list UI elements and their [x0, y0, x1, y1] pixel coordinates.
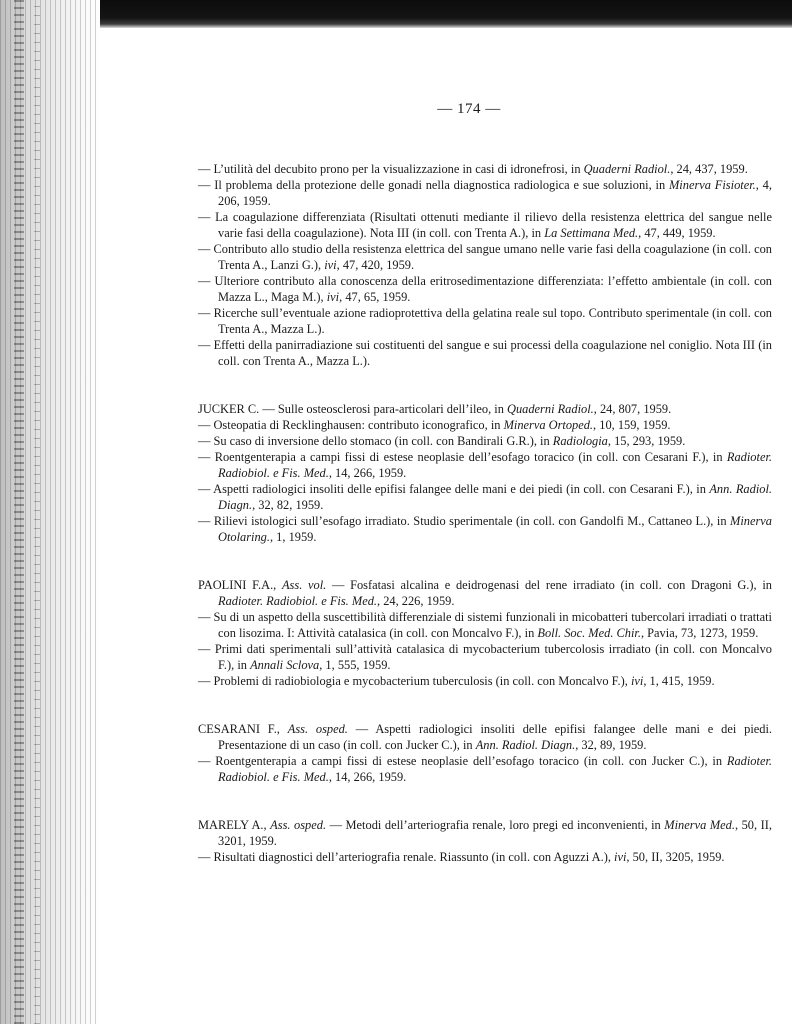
page-number: — 174 —: [437, 101, 501, 117]
bibliography-entry: — Ricerche sull’eventuale azione radioprotettiva della gelatina reale sul topo. Contributo sperimentale (in coll. con Trenta A., Mazza L.).: [198, 306, 772, 336]
bibliography-entry: — Su di un aspetto della suscettibilità differenziale di sistemi funzionali in micobatteri tubercolari irradiati o trattati con lisozima. I: Attività catalasica (in coll. con Moncalvo F.), in Boll. Soc. Med. Chir., Pavia, 73, 1273, 1959.: [198, 610, 772, 640]
bibliography-entry: CESARANI F., Ass. osped. — Aspetti radiologici insoliti delle epifisi falangee delle mani e dei piedi. Presentazione di un caso (in coll. con Jucker C.), in Ann. Radiol. Diagn., 32, 89, 1959.: [198, 722, 773, 752]
bibliography-entry: — Il problema della protezione delle gonadi nella diagnostica radiologica e sue soluzioni, in Minerva Fisioter., 4, 206, 1959.: [198, 178, 772, 208]
bibliography-entry: — Rilievi istologici sull’esofago irradiato. Studio sperimentale (in coll. con Gandolfi M., Cattaneo L.), in Minerva Otolaring., 1, 1959.: [198, 514, 772, 544]
author-section: [198, 577, 772, 689]
binding-texture-2: [34, 0, 40, 1024]
author-section: [198, 401, 772, 545]
bibliography-entry: MARELY A., Ass. osped. — Metodi dell’arteriografia renale, loro pregi ed inconvenienti, in Minerva Med., 50, II, 3201, 1959.: [198, 818, 772, 848]
bibliography-entry: — Ulteriore contributo alla conoscenza della eritrosedimentazione differenziata: l’effetto ambientale (in coll. con Mazza L., Maga M.), ivi, 47, 65, 1959.: [198, 274, 772, 304]
author-section: [198, 721, 772, 785]
bibliography-entry: — Aspetti radiologici insoliti delle epifisi falangee delle mani e dei piedi (in coll. con Cesarani F.), in Ann. Radiol. Diagn., 32, 82, 1959.: [198, 482, 772, 512]
bibliography-entry: PAOLINI F.A., Ass. vol. — Fosfatasi alcalina e deidrogenasi del rene irradiato (in coll. con Dragoni G.), in Radioter. Radiobiol. e Fis. Med., 24, 226, 1959.: [198, 578, 772, 608]
bibliography-entry: — L’utilità del decubito prono per la visualizzazione in casi di idronefrosi, in Quaderni Radiol., 24, 437, 1959.: [198, 162, 748, 176]
bibliography-entry: — Effetti della panirradiazione sui costituenti del sangue e sui processi della coagulazione nel coniglio. Nota III (in coll. con Trenta A., Mazza L.).: [198, 338, 772, 368]
bibliography-entry: — Contributo allo studio della resistenza elettrica del sangue umano nelle varie fasi della coagulazione (in coll. con Trenta A., Lanzi G.), ivi, 47, 420, 1959.: [198, 242, 772, 272]
bibliography-entry: — La coagulazione differenziata (Risultati ottenuti mediante il rilievo della resistenza elettrica del sangue nelle varie fasi della coagulazione). Nota III (in coll. con Trenta A.), in La Settimana Med., 47, 449, 1959.: [198, 210, 772, 240]
binding-texture: [14, 0, 24, 1024]
bibliography-list: [198, 161, 772, 865]
bibliography-entry: — Osteopatia di Recklinghausen: contributo iconografico, in Minerva Ortoped., 10, 159, 1959.: [198, 418, 671, 432]
scan-top-edge: [0, 0, 792, 28]
bibliography-entry: — Risultati diagnostici dell’arteriografia renale. Riassunto (in coll. con Aguzzi A.), ivi, 50, II, 3205, 1959.: [198, 850, 725, 864]
bibliography-entry: — Roentgenterapia a campi fissi di estese neoplasie dell’esofago toracico (in coll. con Cesarani F.), in Radioter. Radiobiol. e Fis. Med., 14, 266, 1959.: [198, 450, 772, 480]
bibliography-entry: — Primi dati sperimentali sull’attività catalasica di mycobacterium tubercolosis irradiato (in coll. con Moncalvo F.), in Annali Sclova, 1, 555, 1959.: [198, 642, 772, 672]
author-section: [198, 161, 772, 369]
bibliography-entry: — Su caso di inversione dello stomaco (in coll. con Bandirali G.R.), in Radiologia, 15, 293, 1959.: [198, 434, 686, 448]
scan-binding-edge: [0, 0, 100, 1024]
bibliography-entry: JUCKER C. — Sulle osteosclerosi para-articolari dell’ileo, in Quaderni Radiol., 24, 807, 1959.: [198, 402, 672, 416]
author-section: [198, 817, 772, 865]
bibliography-entry: — Roentgenterapia a campi fissi di estese neoplasie dell’esofago toracico (in coll. con Jucker C.), in Radioter. Radiobiol. e Fis. Med., 14, 266, 1959.: [198, 754, 772, 784]
bibliography-entry: — Problemi di radiobiologia e mycobacterium tuberculosis (in coll. con Moncalvo F.), ivi, 1, 415, 1959.: [198, 674, 715, 688]
